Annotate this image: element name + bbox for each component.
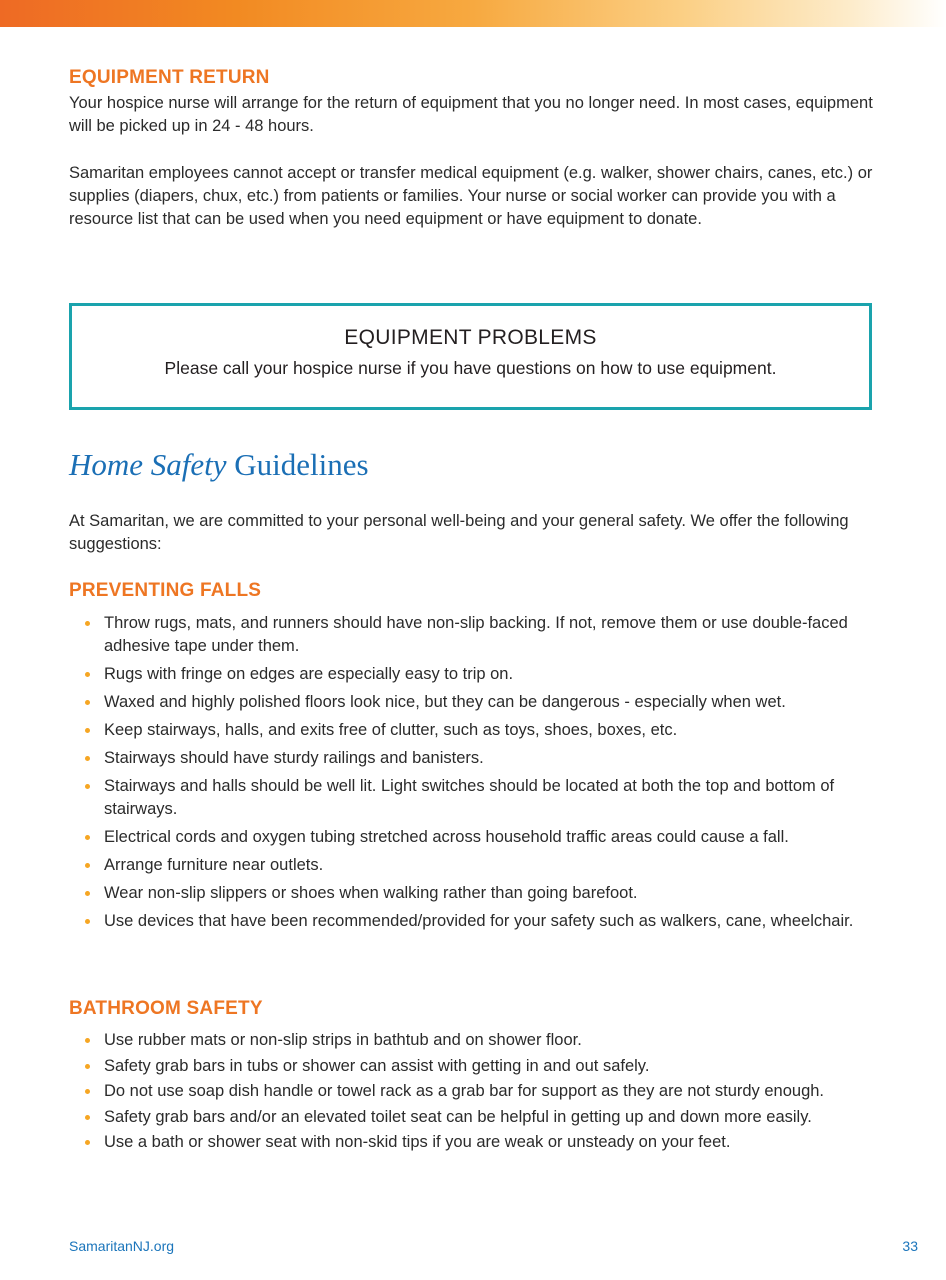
list-item: [85, 775, 879, 821]
list-item-text: Use a bath or shower seat with non-skid tips if you are weak or unsteady on your feet.: [104, 1133, 731, 1152]
list-item: [85, 1081, 879, 1102]
bathroom-safety-heading: BATHROOM SAFETY: [69, 998, 263, 1019]
list-item: [85, 826, 879, 849]
equipment-return-paragraph: Your hospice nurse will arrange for the return of equipment that you no longer need. In most cases, equipment will be picked up in 24 - 48 hours.: [69, 94, 873, 135]
list-item-text: Electrical cords and oxygen tubing stretched across household traffic areas could cause a fall.: [104, 828, 789, 846]
list-item-text: Use devices that have been recommended/provided for your safety such as walkers, cane, wheelchair.: [104, 912, 854, 930]
list-item-text: Throw rugs, mats, and runners should have non-slip backing. If not, remove them or use double-faced adhesive tape under them.: [104, 614, 848, 655]
bullet-icon: [85, 1115, 90, 1120]
list-item: [85, 747, 879, 770]
preventing-falls-section: [69, 580, 879, 938]
bullet-icon: [85, 728, 90, 733]
page-title-regular: Guidelines: [226, 447, 369, 482]
equipment-donation-paragraph: Samaritan employees cannot accept or transfer medical equipment (e.g. walker, shower chairs, canes, etc.) or supplies (diapers, chux, etc.) from patients or families. Your nurse or social worker can provide you with a resource list that can be used when you need equipment or have equipment to donate.: [69, 164, 873, 228]
list-item: [85, 910, 879, 933]
bullet-icon: [85, 919, 90, 924]
bullet-icon: [85, 863, 90, 868]
list-item-text: Stairways should have sturdy railings and banisters.: [104, 749, 484, 767]
bathroom-safety-section: [69, 998, 879, 1158]
list-item-text: Arrange furniture near outlets.: [104, 856, 324, 874]
callout-text: Please call your hospice nurse if you have questions on how to use equipment.: [164, 358, 777, 378]
list-item-text: Do not use soap dish handle or towel rack as a grab bar for support as they are not sturdy enough.: [104, 1082, 825, 1101]
list-item-text: Stairways and halls should be well lit. Light switches should be located at both the top and bottom of stairways.: [104, 777, 835, 818]
bullet-icon: [85, 1089, 90, 1094]
list-item: [85, 612, 879, 658]
list-item-text: Wear non-slip slippers or shoes when walking rather than going barefoot.: [104, 884, 638, 902]
list-item-text: Use rubber mats or non-slip strips in bathtub and on shower floor.: [104, 1031, 582, 1049]
list-item: [85, 854, 879, 877]
list-item: [85, 663, 879, 686]
bullet-icon: [85, 835, 90, 840]
list-item: [85, 691, 879, 714]
bullet-icon: [85, 784, 90, 789]
list-item-text: Safety grab bars and/or an elevated toilet seat can be helpful in getting up and down more easily.: [104, 1107, 812, 1126]
bathroom-safety-list: [69, 1030, 879, 1153]
bullet-icon: [85, 1140, 90, 1145]
callout-title: EQUIPMENT PROBLEMS: [344, 326, 597, 349]
bullet-icon: [85, 672, 90, 677]
list-item: [85, 719, 879, 742]
bullet-icon: [85, 1038, 90, 1043]
bullet-icon: [85, 700, 90, 705]
equipment-return-heading: EQUIPMENT RETURN: [69, 67, 270, 88]
list-item: [85, 1030, 879, 1051]
equipment-problems-callout: [69, 303, 872, 410]
bullet-icon: [85, 1064, 90, 1069]
bullet-icon: [85, 891, 90, 896]
list-item: [85, 1132, 879, 1153]
equipment-return-section: [69, 67, 879, 231]
list-item-text: Rugs with fringe on edges are especially easy to trip on.: [104, 665, 514, 683]
header-gradient-band: [0, 0, 946, 27]
preventing-falls-list: [69, 612, 879, 933]
page-title: [69, 447, 369, 483]
list-item-text: Waxed and highly polished floors look nice, but they can be dangerous - especially when wet.: [104, 693, 786, 711]
list-item-text: Safety grab bars in tubs or shower can assist with getting in and out safely.: [104, 1056, 650, 1075]
preventing-falls-heading: PREVENTING FALLS: [69, 580, 262, 601]
list-item-text: Keep stairways, halls, and exits free of clutter, such as toys, shoes, boxes, etc.: [104, 721, 678, 739]
bullet-icon: [85, 756, 90, 761]
bullet-icon: [85, 621, 90, 626]
intro-paragraph: At Samaritan, we are committed to your personal well-being and your general safety. We offer the following suggestions:: [69, 512, 849, 553]
list-item: [85, 1056, 879, 1077]
list-item: [85, 1107, 879, 1128]
list-item: [85, 882, 879, 905]
footer-website-link[interactable]: SamaritanNJ.org: [69, 1238, 175, 1254]
page-title-italic: Home Safety: [69, 447, 227, 482]
page-number: 33: [902, 1238, 918, 1254]
